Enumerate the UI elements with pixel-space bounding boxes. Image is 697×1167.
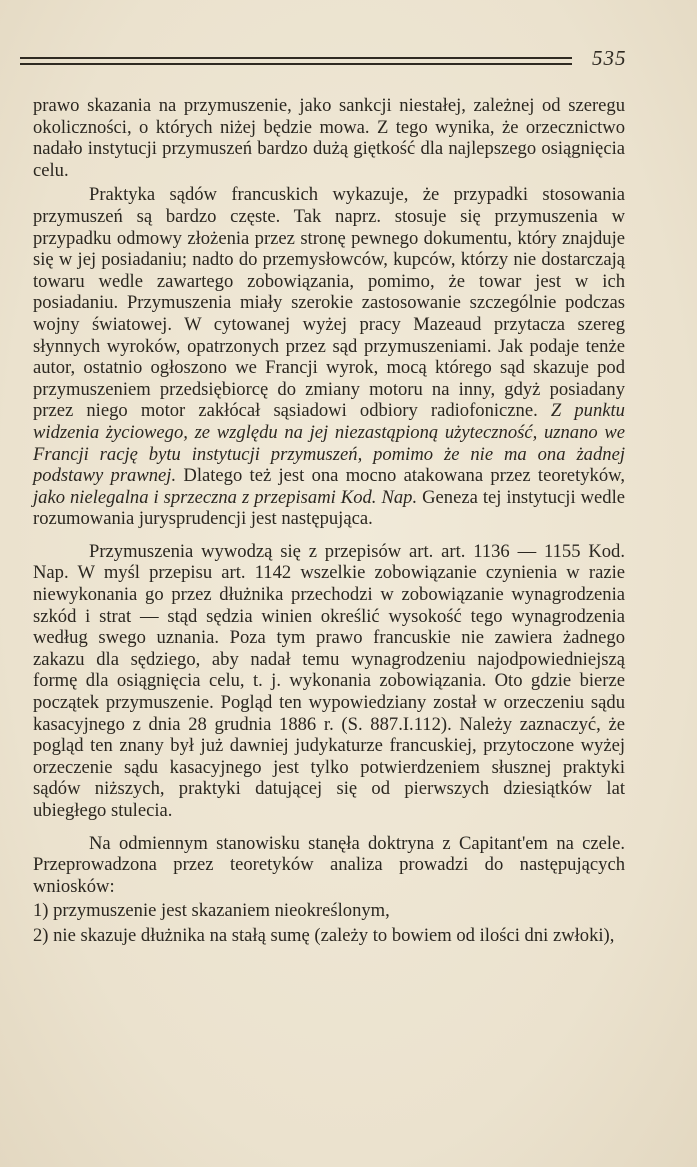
paragraph-2-italic-2: jako nielegalna i sprzeczna z przepisami Kod. Nap. [33, 486, 418, 508]
paragraph-4: Na odmiennym stanowisku stanęła doktryna z Capitant'em na czele. Przeprowadzona przez teoretyków analiza prowadzi do następujących wniosków: [33, 832, 625, 897]
header-rule-bottom [20, 63, 572, 65]
paragraph-2-mid: Dlatego też jest ona mocno atakowana przez teoretyków, [183, 465, 625, 487]
header-rule-top [20, 57, 572, 59]
paragraph-2-end: Geneza tej instytucji wedle rozumowania jurysprudencji jest następująca. [33, 486, 625, 530]
paragraph-3: Przymuszenia wywodzą się z przepisów art. art. 1136 — 1155 Kod. Nap. W myśl przepisu art. 1142 wszelkie zobowiązanie czynienia w razie niewykonania go przez dłużnika przechodzi w zobowiązanie wynagrodzenia szkód i strat — stąd sędzia winien określić wysokość tego wynagrodzenia według swego uznania. Poza tym prawo francuskie nie zawiera żadnego zakazu dla sędziego, aby nadał temu wynagrodzeniu najodpowiedniejszą formę dla osiągnięcia celu, t. j. wykonania zobowiązania. Oto gdzie bierze początek przymuszenie. Pogląd ten wypowiedziany został w orzeczeniu sądu kasacyjnego z dnia 28 grudnia 1886 r. (S. 887.I.112). Należy zaznaczyć, że pogląd ten znany był już dawniej judykaturze francuskiej, przytoczone wyżej orzeczenie sądu kasacyjnego jest tylko potwierdzeniem słusznej praktyki sądów niższych, praktyki datującej się od pierwszych dziesiątków lat ubiegłego stulecia. [33, 540, 625, 821]
page-header [20, 44, 680, 78]
paragraph-1: prawo skazania na przymuszenie, jako sankcji niestałej, zależnej od szeregu okoliczności, o których niżej będzie mowa. Z tego wynika, że orzecznictwo nadało instytucji przymuszeń bardzo dużą giętkość dla najlepszego osiągnięcia celu. [33, 95, 625, 181]
paragraph-2-italic-1: Z punktu widzenia życiowego, ze względu na jej niezastąpioną użyteczność, uznano we Francji rację bytu instytucji przymuszeń, pomimo że nie ma ona żadnej podstawy prawnej. [33, 400, 625, 487]
page-body [33, 95, 625, 947]
list-item-2: 2) nie skazuje dłużnika na stałą sumę (zależy to bowiem od ilości dni zwłoki), [33, 924, 615, 946]
list-item-1: 1) przymuszenie jest skazaniem nieokreślonym, [33, 900, 390, 922]
paragraph-2 [33, 184, 625, 530]
page-number: 535 [592, 46, 627, 70]
paragraph-2-regular: Praktyka sądów francuskich wykazuje, że przypadki stosowania przymuszeń są bardzo częste. Tak naprz. stosuje się przymuszenia w przypadku odmowy złożenia przez stronę pewnego dokumentu, który znajduje się w jej posiadaniu; nadto do przemysłowców, kupców, którzy nie dostarczają towaru wedle zawartego zobowiązania, pomimo, że towar jest w ich posiadaniu. Przymuszenia miały szerokie zastosowanie szczególnie podczas wojny światowej. W cytowanej wyżej pracy Mazeaud przytacza szereg słynnych wyroków, opatrzonych przez sąd przymuszeniami. Jak podaje tenże autor, ostatnio ogłoszono we Francji wyrok, mocą którego sąd skazuje pod przymuszeniem przedsiębiorcę do zmiany motoru na inny, gdyż posiadany przez niego motor zakłócał sąsiadowi odbiory radiofoniczne. [33, 184, 625, 422]
